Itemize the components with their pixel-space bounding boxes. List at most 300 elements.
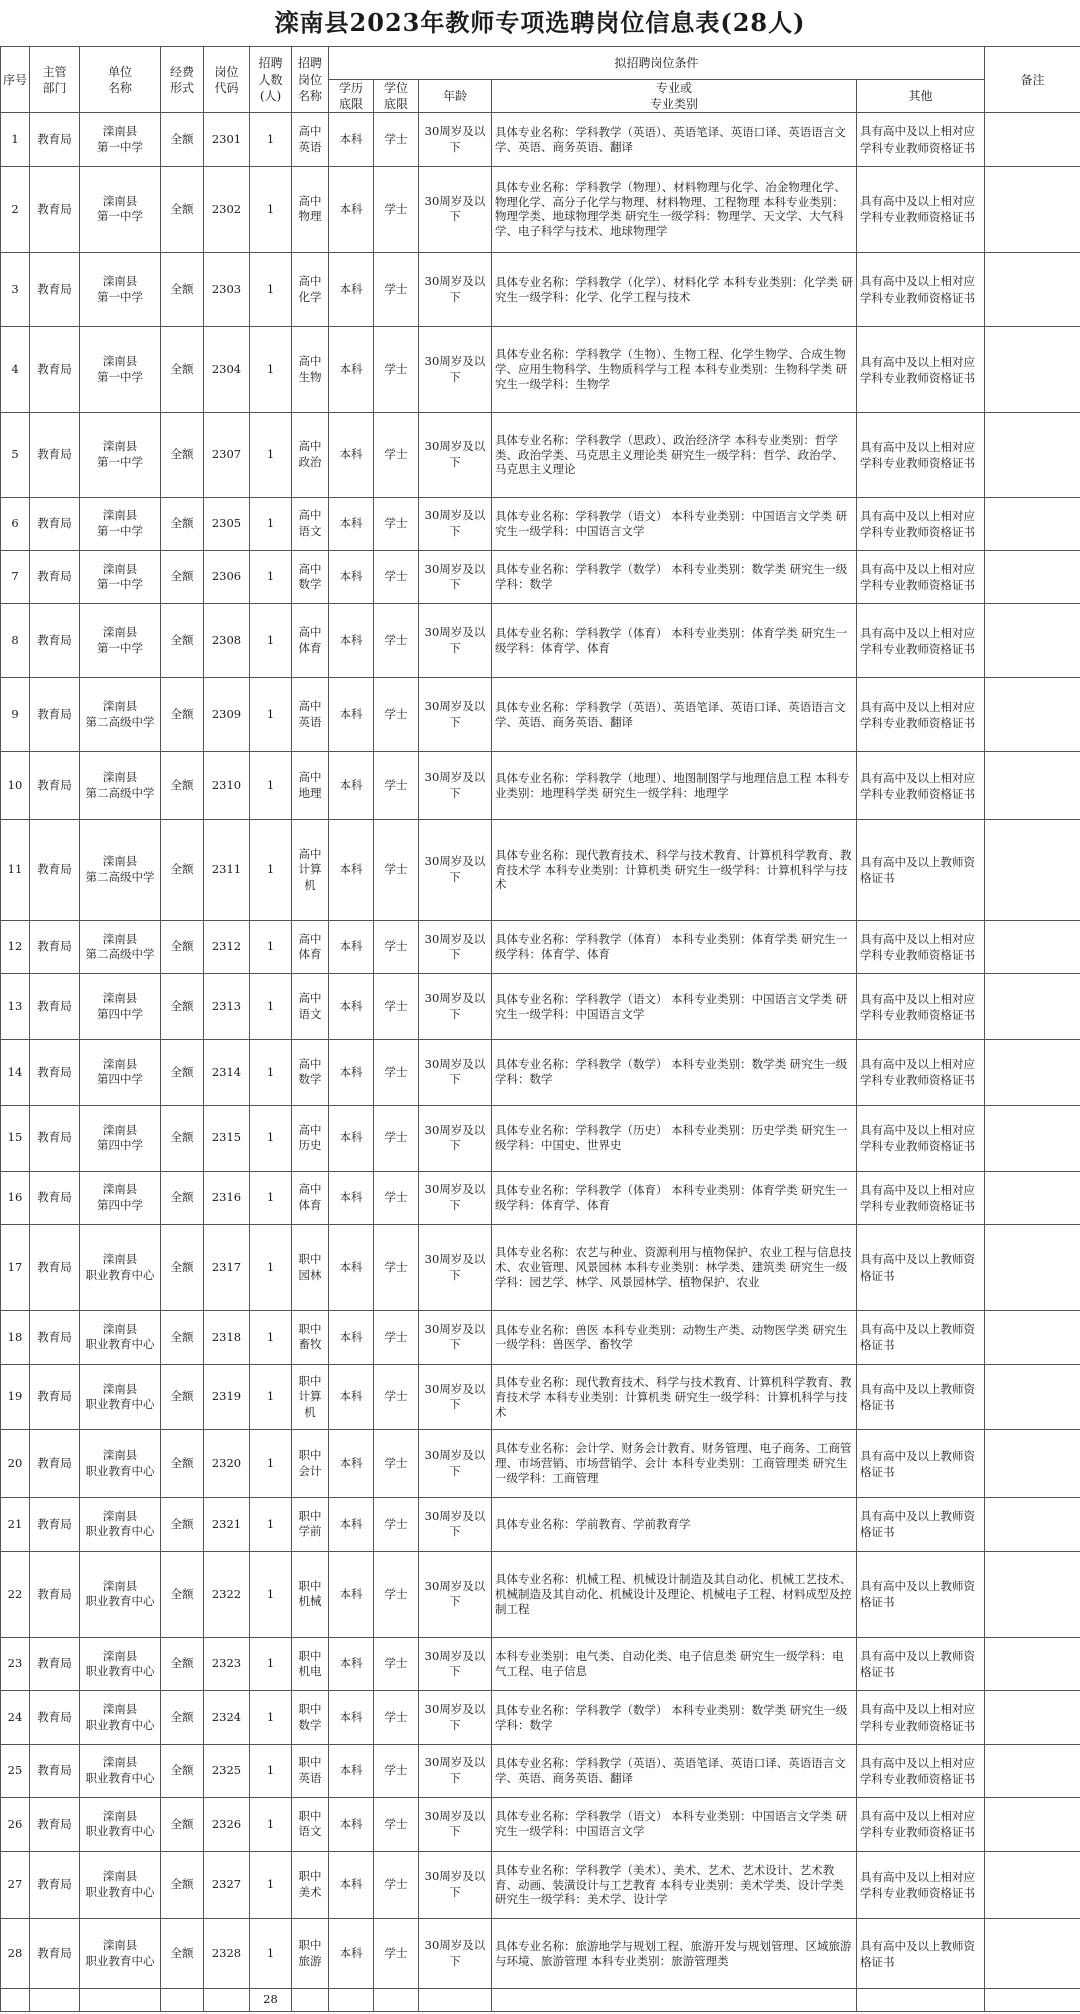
cell-other: 具有高中及以上教师资格证书 [857,1311,985,1364]
cell-dept: 教育局 [30,974,80,1040]
cell-funding: 全额 [161,1105,204,1171]
cell-code: 2325 [204,1744,250,1797]
cell-age: 30周岁及以下 [419,1798,492,1851]
cell-major: 具体专业名称：学科教学（语文） 本科专业类别：中国语言文学类 研究生一级学科：中国语言文学 [492,1798,857,1851]
cell-age: 30周岁及以下 [419,413,492,497]
cell-unit: 滦南县 职业教育中心 [80,1498,161,1551]
table-row [1,1171,1080,1224]
total-empty-cell [204,1989,250,2012]
cell-funding: 全额 [161,113,204,166]
cell-dept: 教育局 [30,253,80,327]
total-count: 28 [250,1989,292,2012]
cell-post: 职中 英语 [292,1744,329,1797]
recruitment-table [0,46,1080,2012]
cell-count: 1 [250,920,292,973]
cell-other: 具有高中及以上相对应学科专业教师资格证书 [857,166,985,252]
cell-dept: 教育局 [30,1311,80,1364]
cell-degree: 学士 [374,1224,419,1310]
cell-remark [985,1498,1080,1551]
cell-seq: 27 [1,1851,30,1919]
cell-edu: 本科 [329,551,374,604]
total-empty-cell [1,1989,30,2012]
cell-other: 具有高中及以上相对应学科专业教师资格证书 [857,1851,985,1919]
cell-dept: 教育局 [30,1105,80,1171]
cell-remark [985,413,1080,497]
table-row [1,1919,1080,1989]
cell-degree: 学士 [374,551,419,604]
cell-dept: 教育局 [30,1798,80,1851]
cell-funding: 全额 [161,1311,204,1364]
cell-unit: 滦南县 第一中学 [80,497,161,550]
cell-code: 2313 [204,974,250,1040]
cell-degree: 学士 [374,113,419,166]
cell-seq: 2 [1,166,30,252]
cell-count: 1 [250,1040,292,1106]
cell-count: 1 [250,1364,292,1430]
cell-major: 具体专业名称：现代教育技术、科学与技术教育、计算机科学教育、教育技术学 本科专业类别：计算机类 研究生一级学科：计算机科学与技术 [492,820,857,921]
cell-code: 2308 [204,604,250,678]
header-count: 招聘 人数 (人) [250,47,292,113]
table-row [1,551,1080,604]
cell-post: 高中 语文 [292,974,329,1040]
cell-funding: 全额 [161,1744,204,1797]
cell-major: 具体专业名称：学科教学（物理）、材料物理与化学、冶金物理化学、物理化学、高分子化学与物理、材料物理、工程物理 本科专业类别：物理学类、地球物理学类 研究生一级学科：物理学、天文学、大气科学、电子科学与技术、地球物理学 [492,166,857,252]
page-title: 滦南县2023年教师专项选聘岗位信息表(28人) [274,8,806,37]
cell-age: 30周岁及以下 [419,327,492,413]
cell-code: 2310 [204,752,250,820]
cell-remark [985,1311,1080,1364]
cell-dept: 教育局 [30,1551,80,1637]
cell-funding: 全额 [161,1498,204,1551]
cell-age: 30周岁及以下 [419,1744,492,1797]
table-row [1,1430,1080,1498]
cell-count: 1 [250,327,292,413]
cell-code: 2322 [204,1551,250,1637]
cell-remark [985,253,1080,327]
cell-code: 2303 [204,253,250,327]
cell-count: 1 [250,1744,292,1797]
cell-remark [985,820,1080,921]
cell-post: 高中 化学 [292,253,329,327]
cell-post: 高中 数学 [292,551,329,604]
cell-degree: 学士 [374,1171,419,1224]
header-other: 其他 [857,80,985,113]
cell-code: 2319 [204,1364,250,1430]
cell-other: 具有高中及以上相对应学科专业教师资格证书 [857,327,985,413]
table-row [1,1498,1080,1551]
table-row [1,920,1080,973]
cell-major: 具体专业名称：学科教学（美术）、美术、艺术、艺术设计、艺术教育、动画、装潢设计与工艺教育 本科专业类别：美术学类、设计学类 研究生一级学科：美术学、设计学 [492,1851,857,1919]
cell-other: 具有高中及以上教师资格证书 [857,1637,985,1690]
total-empty-cell [329,1989,374,2012]
cell-seq: 20 [1,1430,30,1498]
cell-age: 30周岁及以下 [419,920,492,973]
cell-degree: 学士 [374,1919,419,1989]
cell-funding: 全额 [161,1798,204,1851]
cell-funding: 全额 [161,1691,204,1744]
cell-funding: 全额 [161,1224,204,1310]
cell-major: 具体专业名称：现代教育技术、科学与技术教育、计算机科学教育、教育技术学 本科专业类别：计算机类 研究生一级学科：计算机科学与技术 [492,1364,857,1430]
cell-code: 2320 [204,1430,250,1498]
cell-count: 1 [250,820,292,921]
table-row [1,1040,1080,1106]
cell-funding: 全额 [161,551,204,604]
cell-age: 30周岁及以下 [419,1637,492,1690]
cell-age: 30周岁及以下 [419,1498,492,1551]
cell-code: 2323 [204,1637,250,1690]
cell-other: 具有高中及以上教师资格证书 [857,1919,985,1989]
cell-count: 1 [250,678,292,752]
cell-major: 具体专业名称：旅游地学与规划工程、旅游开发与规划管理、区域旅游与环境、旅游管理 本科专业类别：旅游管理类 [492,1919,857,1989]
cell-remark [985,1798,1080,1851]
cell-degree: 学士 [374,604,419,678]
cell-seq: 11 [1,820,30,921]
cell-seq: 16 [1,1171,30,1224]
cell-degree: 学士 [374,1551,419,1637]
cell-seq: 25 [1,1744,30,1797]
cell-edu: 本科 [329,678,374,752]
cell-post: 高中 地理 [292,752,329,820]
cell-unit: 滦南县 职业教育中心 [80,1919,161,1989]
cell-dept: 教育局 [30,1224,80,1310]
cell-other: 具有高中及以上教师资格证书 [857,1551,985,1637]
cell-seq: 19 [1,1364,30,1430]
cell-seq: 5 [1,413,30,497]
cell-edu: 本科 [329,497,374,550]
cell-code: 2327 [204,1851,250,1919]
cell-unit: 滦南县 第一中学 [80,413,161,497]
cell-seq: 10 [1,752,30,820]
header-code: 岗位 代码 [204,47,250,113]
cell-major: 具体专业名称：学科教学（体育） 本科专业类别：体育学类 研究生一级学科：体育学、体育 [492,1171,857,1224]
cell-code: 2302 [204,166,250,252]
cell-unit: 滦南县 职业教育中心 [80,1851,161,1919]
total-row [1,1989,1080,2012]
cell-remark [985,113,1080,166]
cell-age: 30周岁及以下 [419,1851,492,1919]
cell-dept: 教育局 [30,1637,80,1690]
table-row [1,253,1080,327]
cell-unit: 滦南县 第一中学 [80,113,161,166]
cell-age: 30周岁及以下 [419,820,492,921]
cell-degree: 学士 [374,1430,419,1498]
cell-dept: 教育局 [30,113,80,166]
cell-code: 2311 [204,820,250,921]
cell-dept: 教育局 [30,413,80,497]
cell-funding: 全额 [161,166,204,252]
cell-edu: 本科 [329,1171,374,1224]
cell-count: 1 [250,752,292,820]
cell-edu: 本科 [329,253,374,327]
cell-edu: 本科 [329,413,374,497]
cell-seq: 8 [1,604,30,678]
cell-remark [985,1919,1080,1989]
cell-unit: 滦南县 职业教育中心 [80,1798,161,1851]
table-row [1,1851,1080,1919]
cell-age: 30周岁及以下 [419,752,492,820]
cell-post: 高中 体育 [292,604,329,678]
total-empty-cell [292,1989,329,2012]
cell-count: 1 [250,1311,292,1364]
total-empty-cell [161,1989,204,2012]
cell-other: 具有高中及以上相对应学科专业教师资格证书 [857,678,985,752]
cell-other: 具有高中及以上相对应学科专业教师资格证书 [857,1691,985,1744]
cell-remark [985,1637,1080,1690]
cell-dept: 教育局 [30,166,80,252]
table-row [1,166,1080,252]
cell-post: 高中 语文 [292,497,329,550]
cell-other: 具有高中及以上相对应学科专业教师资格证书 [857,1105,985,1171]
cell-edu: 本科 [329,1105,374,1171]
cell-remark [985,920,1080,973]
cell-post: 高中 体育 [292,1171,329,1224]
cell-code: 2309 [204,678,250,752]
cell-count: 1 [250,497,292,550]
cell-major: 具体专业名称：学科教学（地理）、地图制图学与地理信息工程 本科专业类别：地理科学类 研究生一级学科：地理学 [492,752,857,820]
cell-other: 具有高中及以上相对应学科专业教师资格证书 [857,551,985,604]
cell-unit: 滦南县 职业教育中心 [80,1311,161,1364]
cell-funding: 全额 [161,1430,204,1498]
cell-seq: 23 [1,1637,30,1690]
cell-degree: 学士 [374,820,419,921]
cell-dept: 教育局 [30,1498,80,1551]
cell-code: 2307 [204,413,250,497]
cell-degree: 学士 [374,1851,419,1919]
cell-post: 职中 会计 [292,1430,329,1498]
cell-count: 1 [250,253,292,327]
cell-degree: 学士 [374,678,419,752]
cell-funding: 全额 [161,678,204,752]
cell-remark [985,1430,1080,1498]
cell-post: 高中 生物 [292,327,329,413]
cell-seq: 21 [1,1498,30,1551]
cell-remark [985,678,1080,752]
cell-seq: 12 [1,920,30,973]
cell-age: 30周岁及以下 [419,1551,492,1637]
cell-edu: 本科 [329,1919,374,1989]
cell-edu: 本科 [329,1691,374,1744]
cell-code: 2318 [204,1311,250,1364]
cell-code: 2317 [204,1224,250,1310]
header-funding: 经费 形式 [161,47,204,113]
cell-remark [985,1691,1080,1744]
table-row [1,678,1080,752]
cell-other: 具有高中及以上相对应学科专业教师资格证书 [857,497,985,550]
cell-other: 具有高中及以上相对应学科专业教师资格证书 [857,253,985,327]
cell-funding: 全额 [161,820,204,921]
cell-major: 具体专业名称：学科教学（生物）、生物工程、化学生物学、合成生物学、应用生物科学、生物质科学与工程 本科专业类别：生物科学类 研究生一级学科：生物学 [492,327,857,413]
cell-other: 具有高中及以上相对应学科专业教师资格证书 [857,604,985,678]
header-unit: 单位 名称 [80,47,161,113]
table-row [1,1798,1080,1851]
cell-count: 1 [250,113,292,166]
cell-dept: 教育局 [30,551,80,604]
cell-unit: 滦南县 第二高级中学 [80,920,161,973]
table-row [1,604,1080,678]
cell-age: 30周岁及以下 [419,678,492,752]
cell-degree: 学士 [374,1798,419,1851]
header-edu: 学历 底限 [329,80,374,113]
cell-count: 1 [250,1430,292,1498]
cell-unit: 滦南县 第四中学 [80,1040,161,1106]
cell-funding: 全额 [161,1919,204,1989]
cell-degree: 学士 [374,1691,419,1744]
cell-remark [985,1040,1080,1106]
cell-other: 具有高中及以上相对应学科专业教师资格证书 [857,752,985,820]
cell-funding: 全额 [161,752,204,820]
cell-count: 1 [250,1691,292,1744]
cell-code: 2324 [204,1691,250,1744]
cell-dept: 教育局 [30,1040,80,1106]
cell-degree: 学士 [374,327,419,413]
cell-degree: 学士 [374,920,419,973]
cell-funding: 全额 [161,413,204,497]
cell-unit: 滦南县 职业教育中心 [80,1430,161,1498]
table-row [1,413,1080,497]
cell-dept: 教育局 [30,604,80,678]
table-row [1,113,1080,166]
cell-seq: 24 [1,1691,30,1744]
cell-code: 2301 [204,113,250,166]
cell-unit: 滦南县 第四中学 [80,1171,161,1224]
cell-funding: 全额 [161,604,204,678]
cell-edu: 本科 [329,113,374,166]
cell-code: 2306 [204,551,250,604]
cell-edu: 本科 [329,1040,374,1106]
cell-age: 30周岁及以下 [419,604,492,678]
cell-funding: 全额 [161,1637,204,1690]
cell-code: 2316 [204,1171,250,1224]
cell-age: 30周岁及以下 [419,253,492,327]
cell-unit: 滦南县 职业教育中心 [80,1744,161,1797]
cell-age: 30周岁及以下 [419,1040,492,1106]
cell-count: 1 [250,604,292,678]
cell-count: 1 [250,1798,292,1851]
cell-funding: 全额 [161,327,204,413]
cell-post: 高中 英语 [292,113,329,166]
cell-code: 2314 [204,1040,250,1106]
cell-unit: 滦南县 第一中学 [80,166,161,252]
cell-dept: 教育局 [30,1744,80,1797]
cell-count: 1 [250,1851,292,1919]
cell-seq: 1 [1,113,30,166]
cell-seq: 18 [1,1311,30,1364]
header-seq: 序号 [1,47,30,113]
cell-unit: 滦南县 职业教育中心 [80,1691,161,1744]
cell-funding: 全额 [161,974,204,1040]
total-empty-cell [30,1989,80,2012]
cell-dept: 教育局 [30,1364,80,1430]
cell-dept: 教育局 [30,1919,80,1989]
cell-age: 30周岁及以下 [419,113,492,166]
cell-code: 2321 [204,1498,250,1551]
total-empty-cell [985,1989,1080,2012]
cell-remark [985,1551,1080,1637]
cell-remark [985,166,1080,252]
cell-edu: 本科 [329,1851,374,1919]
cell-degree: 学士 [374,974,419,1040]
cell-seq: 17 [1,1224,30,1310]
cell-degree: 学士 [374,413,419,497]
header-remark: 备注 [985,47,1080,113]
cell-dept: 教育局 [30,752,80,820]
cell-age: 30周岁及以下 [419,551,492,604]
cell-post: 职中 美术 [292,1851,329,1919]
cell-major: 具体专业名称：学科教学（英语）、英语笔译、英语口译、英语语言文学、英语、商务英语、翻译 [492,1744,857,1797]
cell-dept: 教育局 [30,1171,80,1224]
cell-age: 30周岁及以下 [419,1691,492,1744]
cell-post: 职中 畜牧 [292,1311,329,1364]
cell-other: 具有高中及以上相对应学科专业教师资格证书 [857,1744,985,1797]
cell-edu: 本科 [329,327,374,413]
cell-unit: 滦南县 第二高级中学 [80,678,161,752]
cell-other: 具有高中及以上教师资格证书 [857,1430,985,1498]
cell-remark [985,752,1080,820]
cell-other: 具有高中及以上教师资格证书 [857,820,985,921]
cell-post: 职中 旅游 [292,1919,329,1989]
cell-unit: 滦南县 第一中学 [80,253,161,327]
cell-degree: 学士 [374,497,419,550]
cell-unit: 滦南县 第一中学 [80,327,161,413]
cell-age: 30周岁及以下 [419,1105,492,1171]
cell-edu: 本科 [329,166,374,252]
table-row [1,1551,1080,1637]
cell-edu: 本科 [329,974,374,1040]
header-conditions: 拟招聘岗位条件 [329,47,985,80]
cell-major: 具体专业名称：学科教学（数学） 本科专业类别：数学类 研究生一级学科：数学 [492,1691,857,1744]
cell-count: 1 [250,413,292,497]
total-empty-cell [80,1989,161,2012]
cell-post: 高中 体育 [292,920,329,973]
cell-edu: 本科 [329,1311,374,1364]
cell-degree: 学士 [374,1744,419,1797]
cell-major: 具体专业名称：学科教学（思政）、政治经济学 本科专业类别：哲学类、政治学类、马克思主义理论类 研究生一级学科：哲学、政治学、马克思主义理论 [492,413,857,497]
cell-remark [985,1744,1080,1797]
cell-age: 30周岁及以下 [419,1171,492,1224]
cell-post: 职中 机电 [292,1637,329,1690]
cell-major: 具体专业名称：学科教学（数学） 本科专业类别：数学类 研究生一级学科：数学 [492,551,857,604]
cell-seq: 15 [1,1105,30,1171]
cell-seq: 6 [1,497,30,550]
cell-degree: 学士 [374,752,419,820]
cell-edu: 本科 [329,1798,374,1851]
cell-other: 具有高中及以上相对应学科专业教师资格证书 [857,413,985,497]
cell-major: 具体专业名称：学科教学（体育） 本科专业类别：体育学类 研究生一级学科：体育学、体育 [492,920,857,973]
header-major: 专业或 专业类别 [492,80,857,113]
cell-degree: 学士 [374,1311,419,1364]
cell-remark [985,604,1080,678]
cell-funding: 全额 [161,253,204,327]
cell-other: 具有高中及以上教师资格证书 [857,1224,985,1310]
cell-unit: 滦南县 第一中学 [80,604,161,678]
cell-dept: 教育局 [30,327,80,413]
cell-unit: 滦南县 第一中学 [80,551,161,604]
cell-dept: 教育局 [30,1430,80,1498]
cell-unit: 滦南县 第四中学 [80,974,161,1040]
cell-major: 具体专业名称：会计学、财务会计教育、财务管理、电子商务、工商管理、市场营销、市场营销学、会计 本科专业类别：工商管理类 研究生一级学科：工商管理 [492,1430,857,1498]
header-degree: 学位 底限 [374,80,419,113]
cell-edu: 本科 [329,1364,374,1430]
cell-age: 30周岁及以下 [419,1224,492,1310]
cell-count: 1 [250,1498,292,1551]
cell-age: 30周岁及以下 [419,1364,492,1430]
cell-remark [985,1224,1080,1310]
cell-degree: 学士 [374,1364,419,1430]
cell-major: 具体专业名称：学前教育、学前教育学 [492,1498,857,1551]
cell-remark [985,1851,1080,1919]
header-age: 年龄 [419,80,492,113]
cell-code: 2326 [204,1798,250,1851]
